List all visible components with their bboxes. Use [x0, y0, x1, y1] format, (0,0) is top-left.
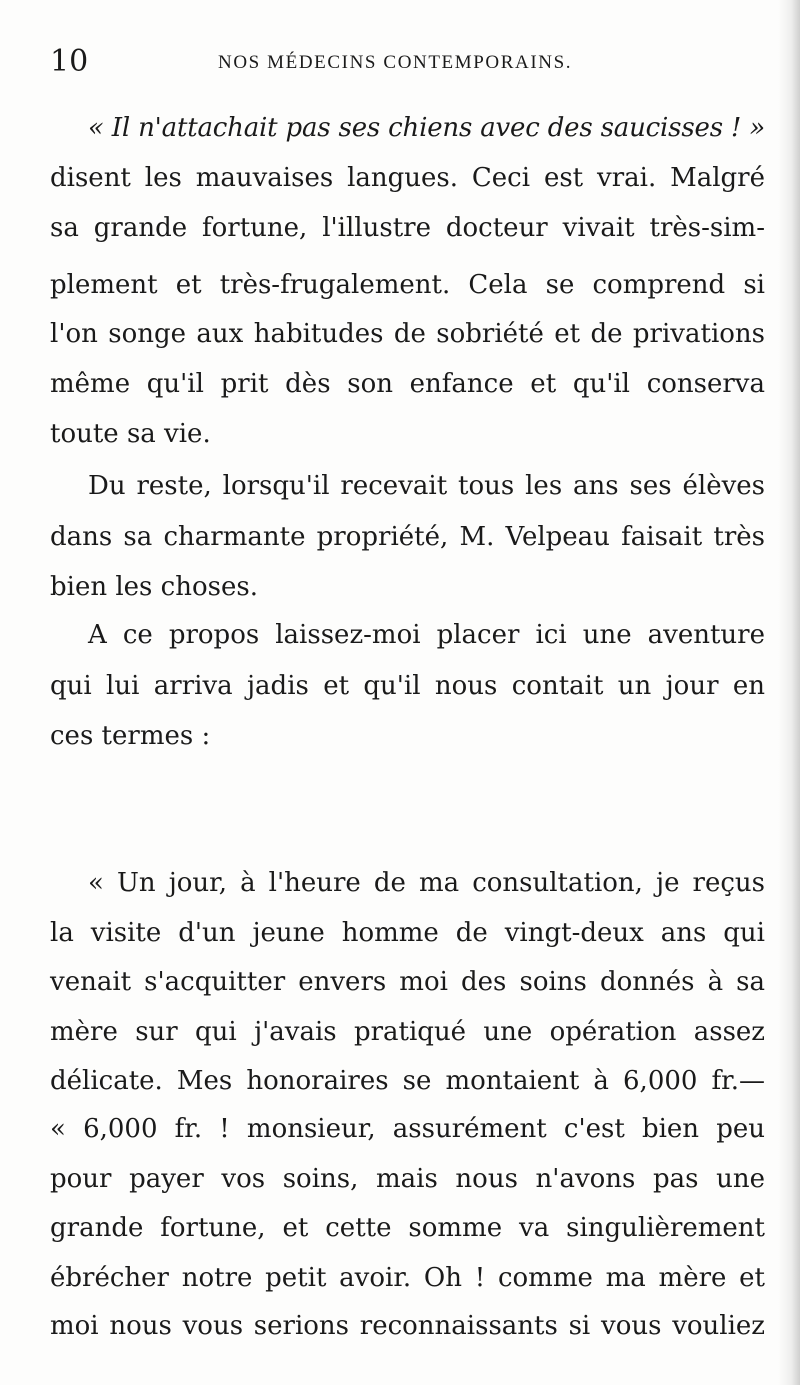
paragraph-line: délicate. Mes honoraires se montaient à 6,000 fr.— [50, 1066, 765, 1096]
paragraph-line: venait s'acquitter envers moi des soins donnés à sa [50, 967, 765, 997]
paragraph-line: « Un jour, à l'heure de ma consultation, je reçus [88, 868, 765, 898]
paragraph-line: toute sa vie. [50, 419, 211, 449]
paragraph-line: même qu'il prit dès son enfance et qu'il conserva [50, 369, 765, 399]
paragraph-line: Du reste, lorsqu'il recevait tous les ans ses élèves [88, 471, 765, 501]
paragraph-line: grande fortune, et cette somme va singulièrement [50, 1213, 765, 1243]
paragraph-line: dans sa charmante propriété, M. Velpeau faisait très [50, 522, 765, 552]
paragraph-line: A ce propos laissez-moi placer ici une aventure [88, 620, 765, 650]
paragraph-line: l'on songe aux habitudes de sobriété et de privations [50, 319, 765, 349]
paragraph-line: sa grande fortune, l'illustre docteur vivait très-sim- [50, 213, 765, 243]
paragraph-line: moi nous vous serions reconnaissants si vous vouliez [50, 1311, 765, 1341]
paragraph-line: plement et très-frugalement. Cela se comprend si [50, 270, 765, 300]
page-number: 10 [50, 44, 89, 79]
running-title: NOS MÉDECINS CONTEMPORAINS. [218, 52, 573, 73]
paragraph-line: ébrécher notre petit avoir. Oh ! comme ma mère et [50, 1263, 765, 1293]
page-header [50, 42, 770, 82]
paragraph-line: « 6,000 fr. ! monsieur, assurément c'est bien peu [50, 1114, 765, 1144]
paragraph-line: « Il n'attachait pas ses chiens avec des saucisses ! » [88, 113, 765, 143]
paragraph-line: ces termes : [50, 721, 211, 751]
paragraph-line: qui lui arriva jadis et qu'il nous contait un jour en [50, 671, 765, 701]
paragraph-line: la visite d'un jeune homme de vingt-deux ans qui [50, 918, 765, 948]
paragraph-line: pour payer vos soins, mais nous n'avons pas une [50, 1164, 765, 1194]
paragraph-line: disent les mauvaises langues. Ceci est vrai. Malgré [50, 163, 765, 193]
paragraph-line: bien les choses. [50, 572, 258, 602]
page-edge-shadow [778, 0, 800, 1385]
paragraph-line: mère sur qui j'avais pratiqué une opération assez [50, 1017, 765, 1047]
